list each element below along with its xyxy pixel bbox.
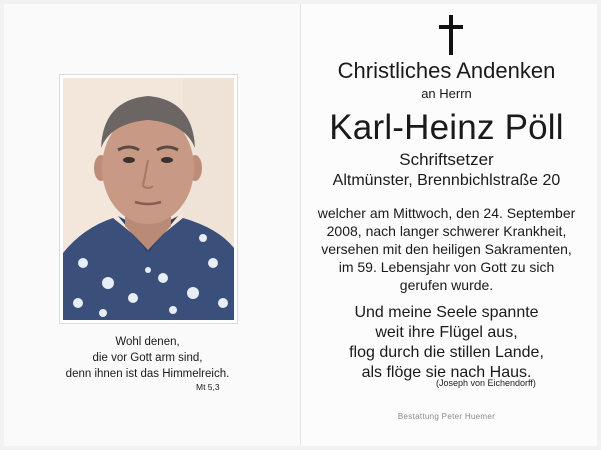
address: Altmünster, Brennbichlstraße 20 <box>332 172 561 189</box>
latin-cross-icon <box>434 14 468 56</box>
verse-line: Wohl denen, <box>115 336 180 348</box>
card-heading: Christliches Andenken <box>337 58 556 83</box>
verse-line: denn ihnen ist das Himmelreich. <box>65 368 230 380</box>
funeral-home: Bestattung Peter Huemer <box>397 412 496 421</box>
bible-verse <box>40 334 255 382</box>
salutation: an Herrn <box>421 86 472 101</box>
death-notice: welcher am Mittwoch, den 24. September 2008, nach langer schwerer Krankheit, versehen mit den heiligen Sakramenten, im 59. Lebensjahr von Gott zu sich gerufen wurde. <box>317 205 576 293</box>
verse-line: die vor Gott arm sind, <box>92 352 203 364</box>
portrait-photo <box>59 74 238 324</box>
deceased-name: Karl-Heinz Pöll <box>329 108 564 147</box>
poem-author: (Joseph von Eichendorff) <box>436 378 536 388</box>
occupation: Schriftsetzer <box>399 150 494 169</box>
poem: Und meine Seele spannte weit ihre Flügel aus, flog durch die stillen Lande, als flöge sie nach Haus. <box>349 304 544 381</box>
portrait-image <box>63 78 234 320</box>
verse-reference: Mt 5,3 <box>196 382 220 392</box>
